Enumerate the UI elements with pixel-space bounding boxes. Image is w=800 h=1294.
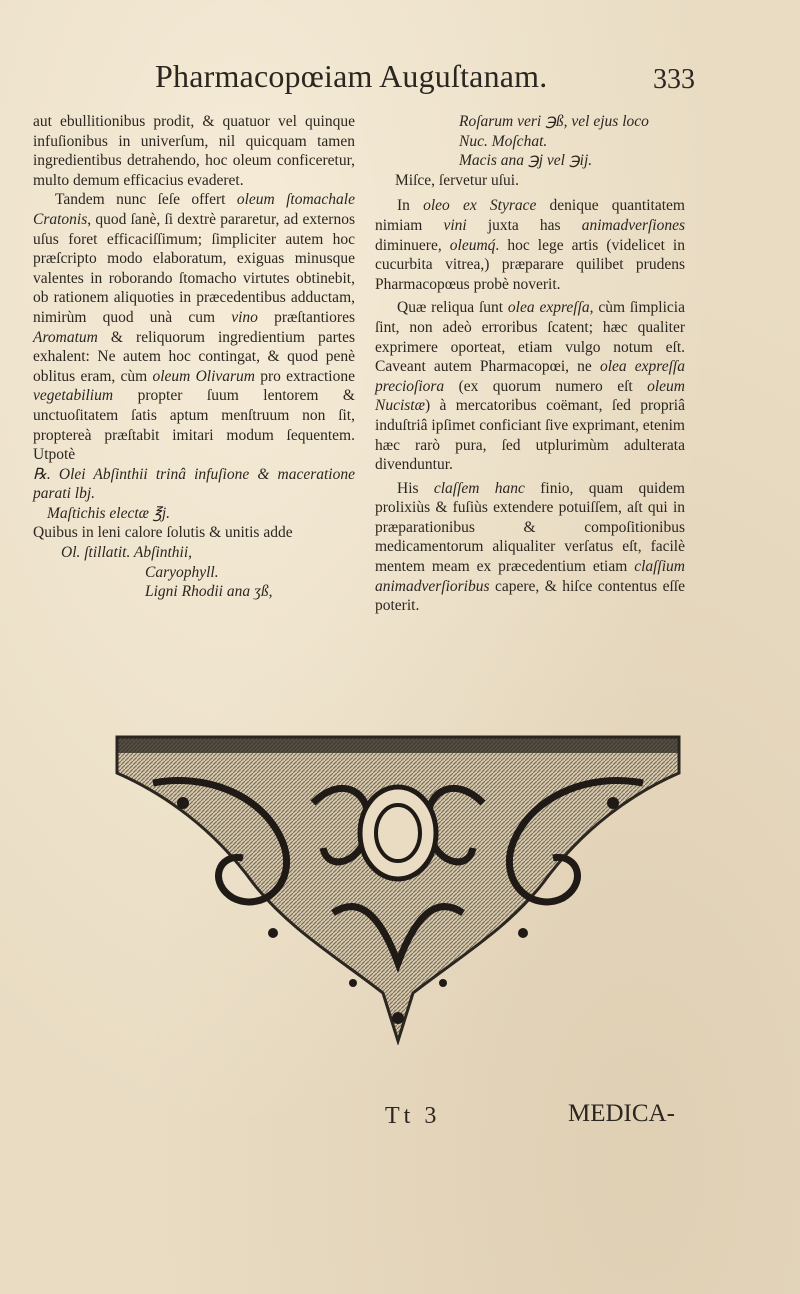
text-run: (ex quorum numero eſt [444,377,648,395]
text-run: juxta has [466,216,582,234]
woodcut-tailpiece-ornament [113,733,683,1045]
recipe-line: Caryophyll. [145,563,219,581]
left-paragraph-1: aut ebullitionibus prodit, & quatuor vel quinque infuſionibus in univerſum, nil quicquam tamen ingredientibus detrahendo, hoc oleum conficeretur, multo demum efficacius evaderet. [33,113,355,189]
text-run: & reliquorum ingredientium partes exhalent: Ne autem hoc contingat, & quod penè oblitus eram, cùm [33,328,355,385]
italic-run: olea expreſſa [507,299,590,317]
signature-mark: Tt 3 [385,1103,441,1129]
text-run: ) à mercatoribus coëmant, ſed propriâ induſtriâ ipſimet conficiant ſive exprimant, etenim hæc rarò pura, ſed utplurimùm adulterata divenduntur. [375,397,685,474]
running-title: Pharmacopœiam Auguſtanam. [155,58,548,94]
text-run: In [397,197,424,215]
text-run: finio, quam quidem prolixiùs & fuſiùs extendere potuiſſem, aſt qui in præparationibus & compoſitionibus medicamentorum aliqualiter verſatus eſt, facilè mentem meam ex præcedentium etiam [375,479,685,576]
text-run: propter ſuum lentorem & unctuoſitatem ſatis aptum menſtruum non ſit, proptereà præſtabit imitari modum ſequentem. Utpotè [33,387,355,464]
italic-run: vini [443,216,467,234]
text-run: pro extractione [255,367,355,385]
page-number: 333 [653,64,695,95]
text-run: . hoc lege artis (videlicet in cucurbita vitrea,) præparare quilibet prudens Pharmacopœus probè noverit. [375,236,685,293]
right-paragraph-3 [375,298,685,474]
recipe-line: Ligni Rhodii ana ʒß, [145,583,273,601]
left-column [33,112,355,602]
text-run: præſtantiores [257,308,356,326]
recipe-line [33,465,355,504]
italic-run: olea expreſſa precioſiora [375,358,685,395]
text-run: Quæ reliqua ſunt [397,299,508,317]
text-run: , cùm ſimplicia ſint, non adeò erroribus ſcatent; hæc qualiter exprimere oporteat, etiam vulgo notum eſt. Caveant autem Pharmacopœi, ne [375,299,685,376]
text-run: denique quantitatem nimiam [375,197,685,234]
recipe-line: Nuc. Moſchat. [459,132,548,150]
italic-run: Aromatum [33,328,98,346]
catchword: MEDICA- [568,1100,675,1127]
recipe-text: ℞. Olei Abſinthii trinâ infuſione & maceratione parati lbj. [33,465,355,503]
text-run: capere, & hiſce contentus eſſe poterit. [375,577,685,615]
recipe-line: Macis ana ℈j vel ℈ij. [459,152,593,170]
text-run: diminuere, [375,236,450,254]
right-paragraph-4 [375,479,685,616]
right-paragraph-2 [375,196,685,294]
italic-run: claſſium animadverſioribus [375,558,685,595]
recipe-line: Maſtichis electæ ℥j. [47,504,171,522]
right-paragraph-1: Miſce, ſervetur uſui. [395,171,519,189]
right-column [375,112,685,616]
text-run: His [397,479,434,497]
italic-run: animadverſiones [581,216,686,234]
italic-run: vino [231,308,258,326]
recipe-line: Ol. ſtillatit. Abſinthii, [61,544,193,562]
text-run: Tandem nunc ſeſe offert [55,191,237,209]
left-paragraph-2 [33,190,355,464]
text-run: , quod ſanè, ſi dextrè pararetur, ad externos uſus foret efficaciſſimum; ſimpliciter autem hoc præſcripto modo elaboratum, exiguas minusque valentes in roborando ſtomacho virtutes obtinebit, ob rationem aliquoties in præcedentibus adductam, nimirùm quod unà cum [33,210,355,326]
page-header [155,58,695,106]
italic-run: oleumq́ [449,236,496,254]
recipe-line: Roſarum veri ℈ß, vel ejus loco [459,113,649,130]
italic-run: oleum Olivarum [152,367,255,385]
italic-run: claſſem hanc [433,479,525,497]
italic-run: oleum ſtomachale Cratonis [33,191,355,228]
left-paragraph-3: Quibus in leni calore ſolutis & unitis adde [33,524,293,542]
italic-run: vegetabilium [33,387,114,405]
italic-run: oleum Nucistæ [375,377,685,415]
italic-run: oleo ex Styrace [423,197,537,215]
